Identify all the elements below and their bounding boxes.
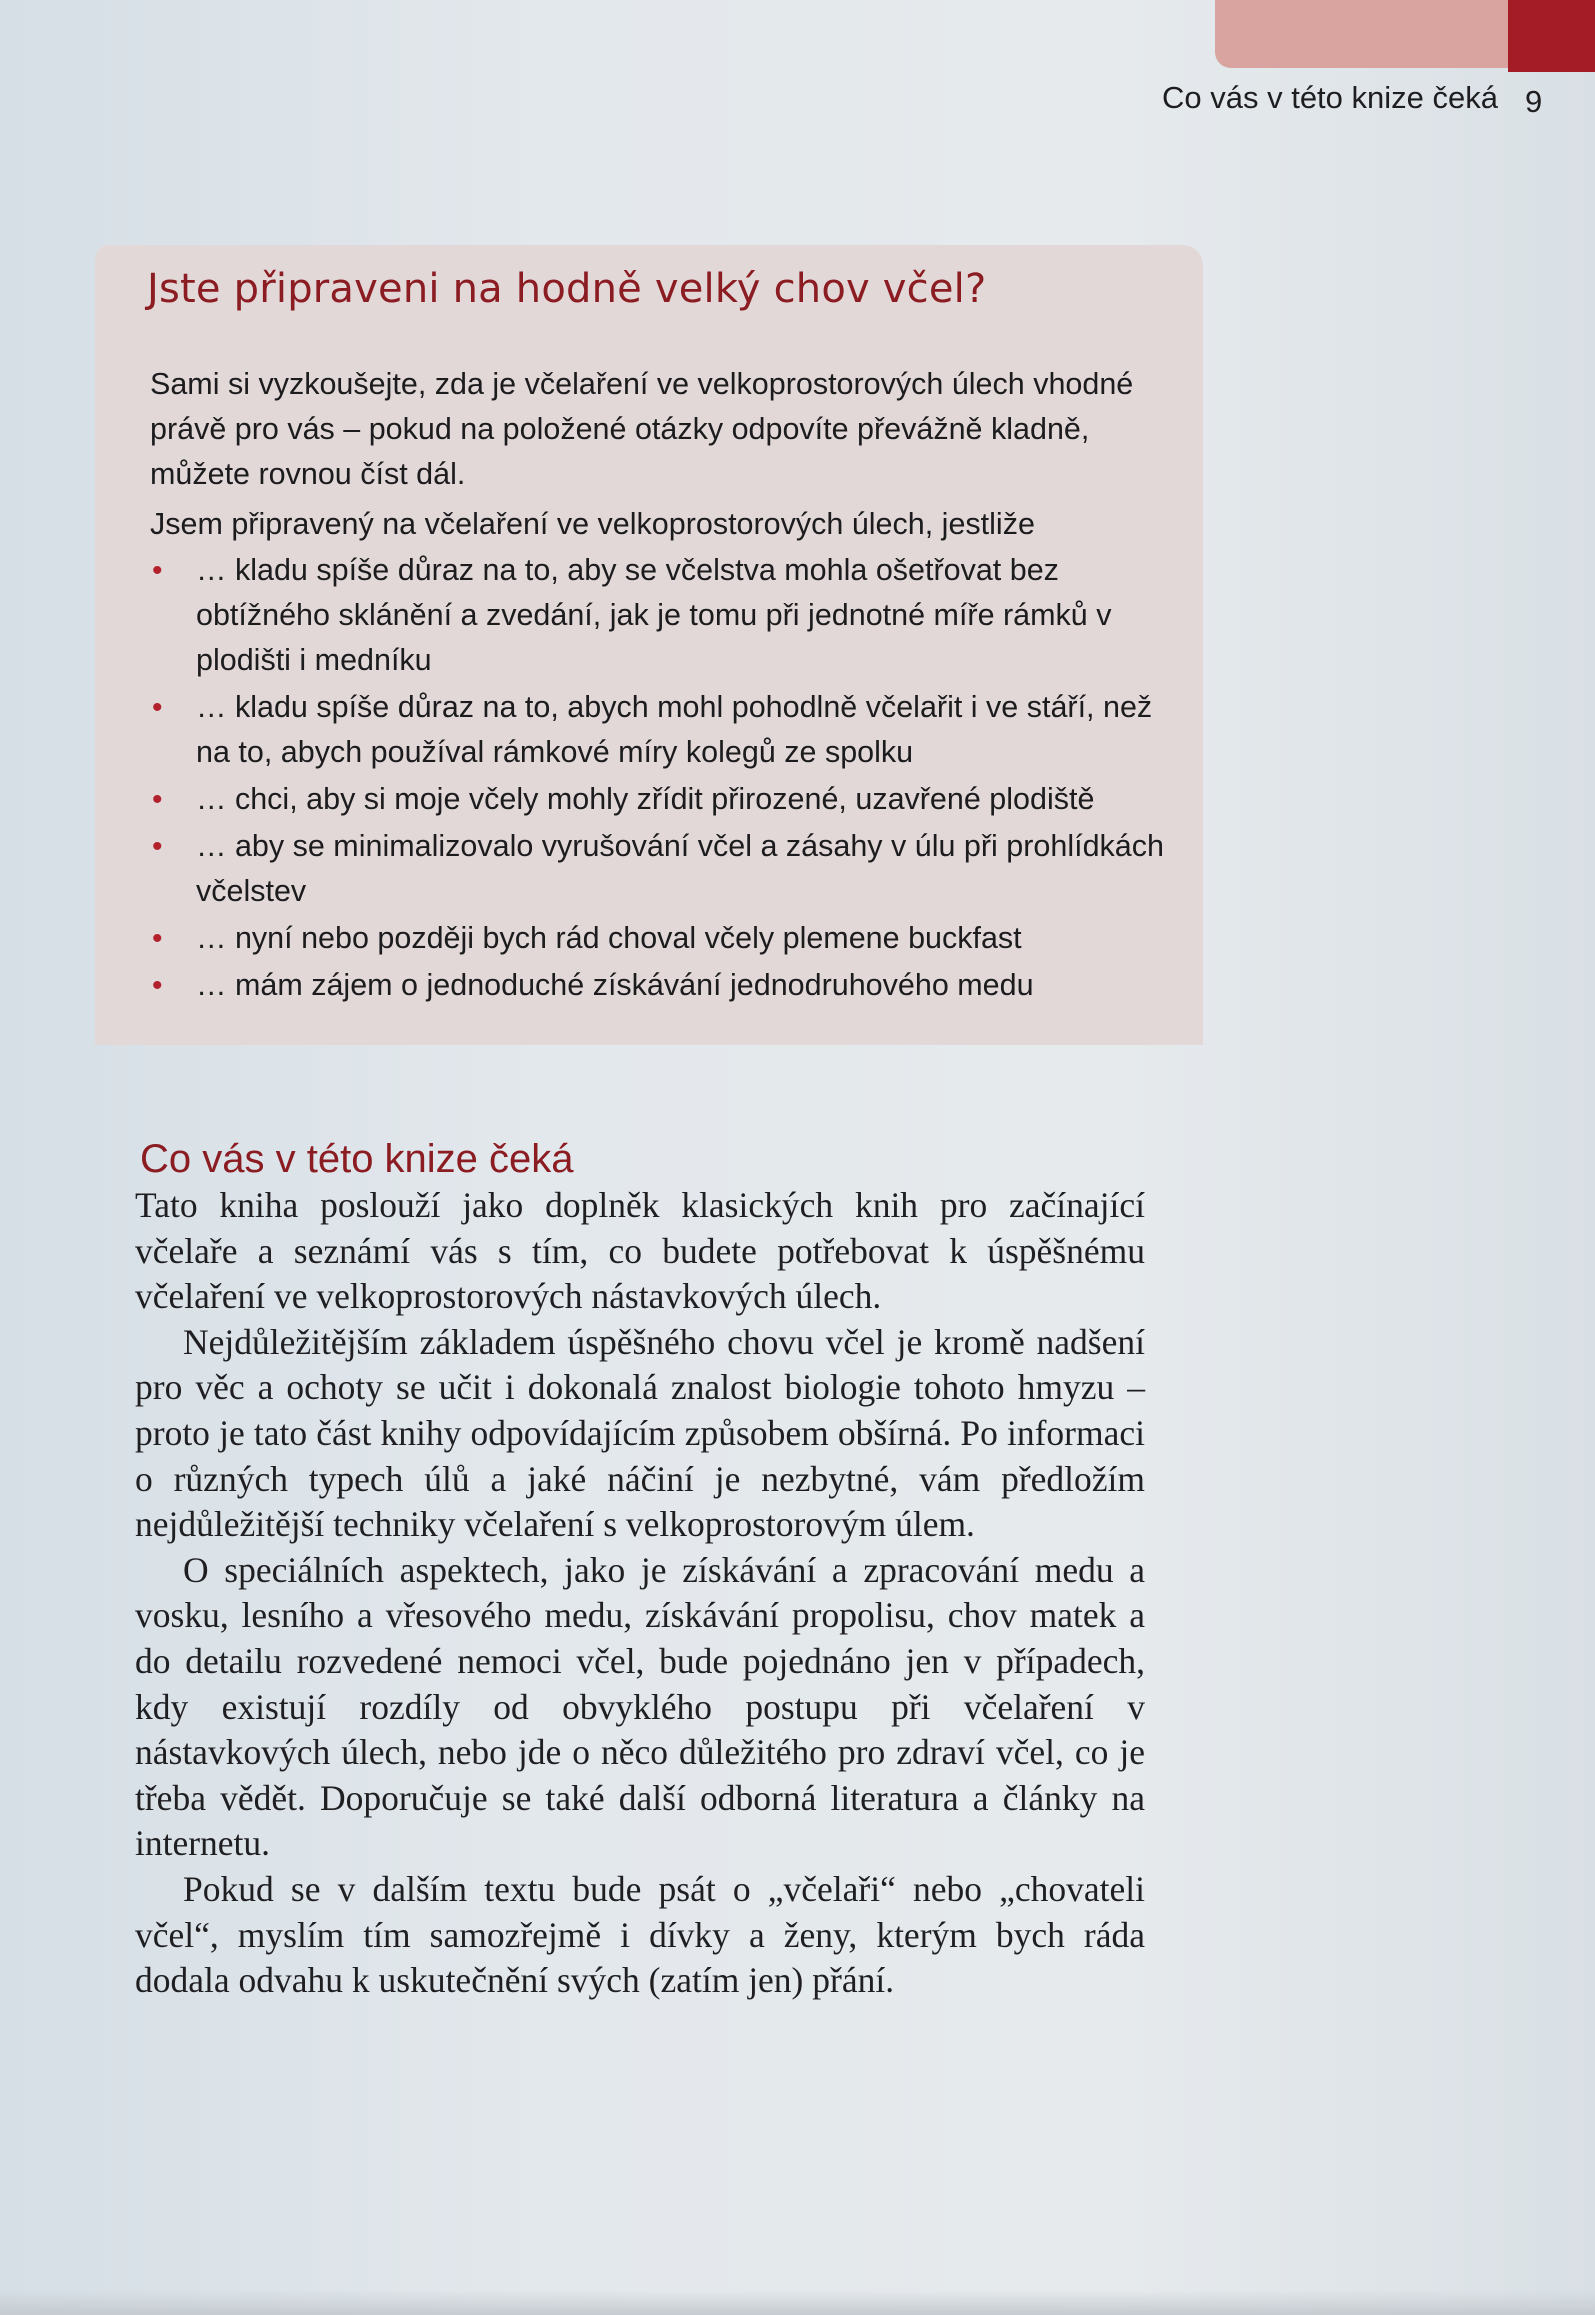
checklist [150,548,1190,1010]
section-title: Co vás v této knize čeká [140,1137,574,1181]
question-box-intro: Sami si vyzkoušejte, zda je včelaření ve velkoprostorových úlech vhodné právě pro vás – pokud na položené otázky odpovíte převážně kladně, můžete rovnou číst dál. [150,367,1134,491]
checklist-item-text: … nyní nebo později bych rád choval včely plemene buckfast [196,921,1022,955]
bullet-icon: • [152,783,163,816]
checklist-item-text: … chci, aby si moje včely mohly zřídit přirozené, uzavřené plodiště [196,782,1095,816]
checklist-item [150,916,1190,961]
body-paragraph: Pokud se v dalším textu bude psát o „včelaři“ nebo „chovateli včel“, myslím tím samozřejmě i dívky a ženy, kterým bych ráda dodala odvahu k uskutečnění svých (zatím jen) přání. [135,1868,1145,2001]
bullet-icon: • [152,922,163,955]
checklist-item-text: … mám zájem o jednoduché získávání jednodruhového medu [196,968,1034,1002]
question-box-lead: Jsem připravený na včelaření ve velkoprostorových úlech, jestliže [150,507,1035,541]
checklist-item-text: … kladu spíše důraz na to, abych mohl pohodlně včelařit i ve stáří, než na to, abych používal rámkové míry kolegů ze spolku [196,690,1153,769]
body-paragraph: Nejdůležitějším základem úspěšného chovu včel je kromě nadšení pro věc a ochoty se učit i dokonalá znalost biologie tohoto hmyzu – proto je tato část knihy odpovídajícím způsobem obšírná. Po informaci o různých typech úlů a jaké náčiní je nezbytné, vám předložím nejdůležitější techniky včelaření s velkoprostorovým úlem. [135,1321,1145,1545]
bullet-icon: • [152,830,163,863]
bullet-icon: • [152,969,163,1002]
checklist-item [150,777,1190,822]
chapter-tab-marker [1508,0,1595,72]
checklist-item-text: … kladu spíše důraz na to, aby se včelstva mohla ošetřovat bez obtížného sklánění a zvedání, jak je tomu při jednotné míře rámků v plodišti i medníku [196,553,1112,677]
bullet-icon: • [152,691,163,724]
section-body [135,1183,1145,2004]
page-number: 9 [1525,84,1543,119]
page-edge-shadow [0,2290,1595,2315]
checklist-item [150,548,1190,683]
body-paragraph: O speciálních aspektech, jako je získávání a zpracování medu a vosku, lesního a vřesového medu, získávání propolisu, chov matek a do detailu rozvedené nemoci včel, bude pojednáno jen v případech, kdy existují rozdíly od obvyklého postupu při včelaření v nástavkových úlech, nebo jde o něco důležitého pro zdraví včel, co je třeba vědět. Doporučuje se také další odborná literatura a články na internetu. [135,1549,1145,1864]
checklist-item [150,963,1190,1008]
body-paragraph: Tato kniha poslouží jako doplněk klasických knih pro začínající včelaře a seznámí vás s tím, co budete potřebovat k úspěšnému včelaření ve velkoprostorových nástavkových úlech. [135,1185,1145,1317]
checklist-item-text: … aby se minimalizovalo vyrušování včel a zásahy v úlu při prohlídkách včelstev [196,829,1164,908]
checklist-item [150,685,1190,775]
checklist-item [150,824,1190,914]
bullet-icon: • [152,554,163,587]
question-box-title: Jste připraveni na hodně velký chov včel? [147,266,987,312]
running-head: Co vás v této knize čeká [1162,80,1498,115]
